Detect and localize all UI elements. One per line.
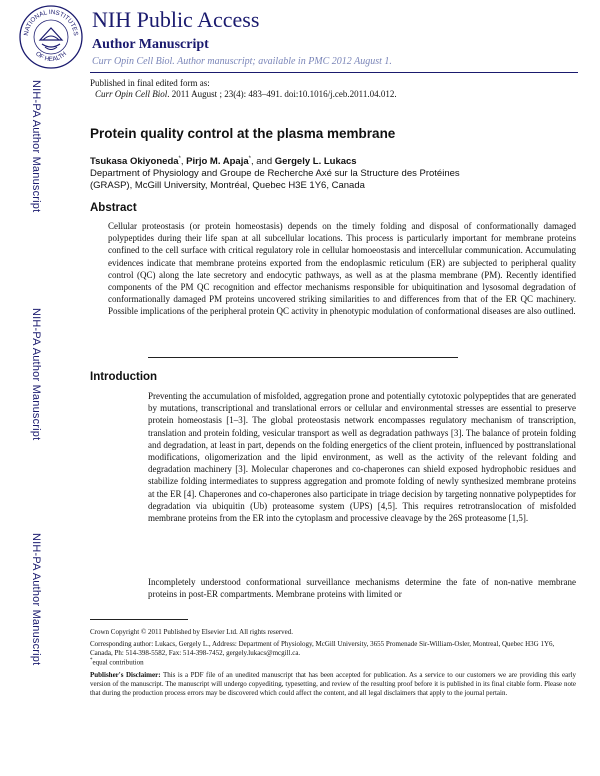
author-list: [90, 156, 357, 167]
author-mark: *: [178, 156, 181, 162]
article-title: Protein quality control at the plasma membrane: [90, 126, 396, 141]
sidebar-label: NIH-PA Author Manuscript: [30, 308, 42, 441]
header-title: NIH Public Access: [92, 7, 260, 32]
disclaimer-label: Publisher's Disclaimer:: [90, 671, 161, 679]
affiliation-line: (GRASP), McGill University, Montréal, Quebec H3E 1Y6, Canada: [90, 180, 365, 191]
corresponding-author-note: [90, 640, 576, 667]
journal-name: Curr Opin Cell Biol: [95, 89, 168, 99]
nih-seal-icon: [18, 4, 84, 70]
citation-details: . 2011 August ; 23(4): 483–491. doi:10.1016/j.ceb.2011.04.012.: [167, 89, 397, 99]
author-name: Tsukasa Okiyoneda: [90, 156, 179, 168]
equal-contribution-text: equal contribution: [92, 658, 144, 667]
author-name: Gergely L. Lukacs: [274, 156, 357, 168]
disclaimer-text: This is a PDF file of an unedited manuscript that has been accepted for publication. As a service to our customers we are providing this early version of the manuscript. The manuscript will undergo copyediting, typesetting, and review of the resulting proof before it is published in its final citable form. Please note that during the production process errors may be discovered which could affect the content, and all legal disclaimers that apply to the journal pertain.: [90, 671, 576, 697]
author-mark: *: [248, 156, 251, 162]
introduction-paragraph: Preventing the accumulation of misfolded, aggregation prone and potentially cytotoxic polypeptides that are generated by mutations, transcriptional and translational errors or cellular and environmental stresses are essential to preserve protein homeostasis [1–3]. The global proteostasis network encompasses regulatory mechanism of transcription, translation and protein folding, vesicular transport as well as degradation pathways [3]. The balance of protein folding and degradation, at least in part, depends on the folding energetics of the client protein, influenced by posttranslational modifications, oligomerization and the lipid environment, as well as the activity of the relevant folding and degradation machinery [3]. Molecular chaperones and co-chaperones can shield exposed hydrophobic residues and stabilize folding intermediates to suppress aggregation and promote folding of newly synthesized membrane proteins at the ER [4]. Chaperones and co-chaperones also participate in triage decision by targeting nonnative polypeptides for degradation via ubiquitin (Ub) proteasome system (UPS) [4,5]. This requires retrotranslocation of misfolded membrane proteins from the ER into the cytoplasm and processive cleavage by the 26S proteasome [1,5].: [148, 391, 576, 524]
affiliation-line: Department of Physiology and Groupe de Recherche Axé sur la Structure des Protéines: [90, 168, 460, 179]
introduction-heading: Introduction: [90, 371, 158, 383]
sidebar-label: NIH-PA Author Manuscript: [30, 533, 42, 666]
abstract-text: Cellular proteostasis (or protein homeostasis) depends on the timely folding and disposal of conformationally damaged polypeptides during their life span at all subcellular locations. This process is particularly important for membrane proteins confined to the cell surface with critical regulatory role in cellular homoeostasis and intercellular communication. Accumulating evidences indicate that membrane proteins exported from the endoplasmic reticulum (ER) are subjected to peripheral quality control (QC) along the late secretory and endocytic pathways, as well as at the plasma membrane (PM). Recently identified components of the PM QC recognition and effector mechanisms responsible for ubiquitination and lysosomal degradation of conformationally damaged PM proteins uncovered striking similarities to and differences from that of the ER QC machinery. Possible implications of the peripheral protein QC activity in phenotypic modulation of conformational diseases are also outlined.: [108, 221, 576, 317]
logo-ring-text-bottom: OF HEALTH: [34, 50, 68, 64]
abstract-heading: Abstract: [90, 202, 137, 214]
logo-ring-text-top: NATIONAL INSTITUTES: [22, 8, 80, 37]
author-name: Pirjo M. Apaja: [186, 156, 249, 168]
footnote-divider: [90, 619, 188, 620]
sidebar-label: NIH-PA Author Manuscript: [30, 80, 42, 213]
nih-logo: [18, 4, 84, 70]
author-separator: ,: [180, 156, 187, 168]
header-divider: [90, 72, 578, 73]
abstract-divider: [148, 357, 458, 358]
header-subtitle: Author Manuscript: [92, 37, 209, 52]
corresponding-author-text: Corresponding author: Lukacs, Gergely L., Address: Department of Physiology, McGill University, 3655 Promenade Sir-William-Osler, Montreal, Quebec H3G 1Y6, Canada, Ph: 514-398-5582, Fax: 514-398-7452, gergely.lukacs@mcgill.ca.: [90, 640, 555, 657]
published-label: Published in final edited form as:: [90, 78, 210, 88]
svg-text:OF HEALTH: [34, 50, 68, 63]
introduction-paragraph: Incompletely understood conformational surveillance mechanisms determine the fate of non-native membrane proteins in post-ER compartments. Membrane proteins with limited or: [148, 577, 576, 600]
author-separator: , and: [250, 156, 275, 168]
copyright-note: Crown Copyright © 2011 Published by Elsevier Ltd. All rights reserved.: [90, 628, 293, 636]
publisher-disclaimer: [90, 671, 576, 697]
sidebar: [22, 78, 42, 768]
citation: [95, 89, 397, 99]
equal-contribution-mark: *: [90, 658, 93, 663]
availability-note: Curr Opin Cell Biol. Author manuscript; available in PMC 2012 August 1.: [92, 56, 392, 67]
